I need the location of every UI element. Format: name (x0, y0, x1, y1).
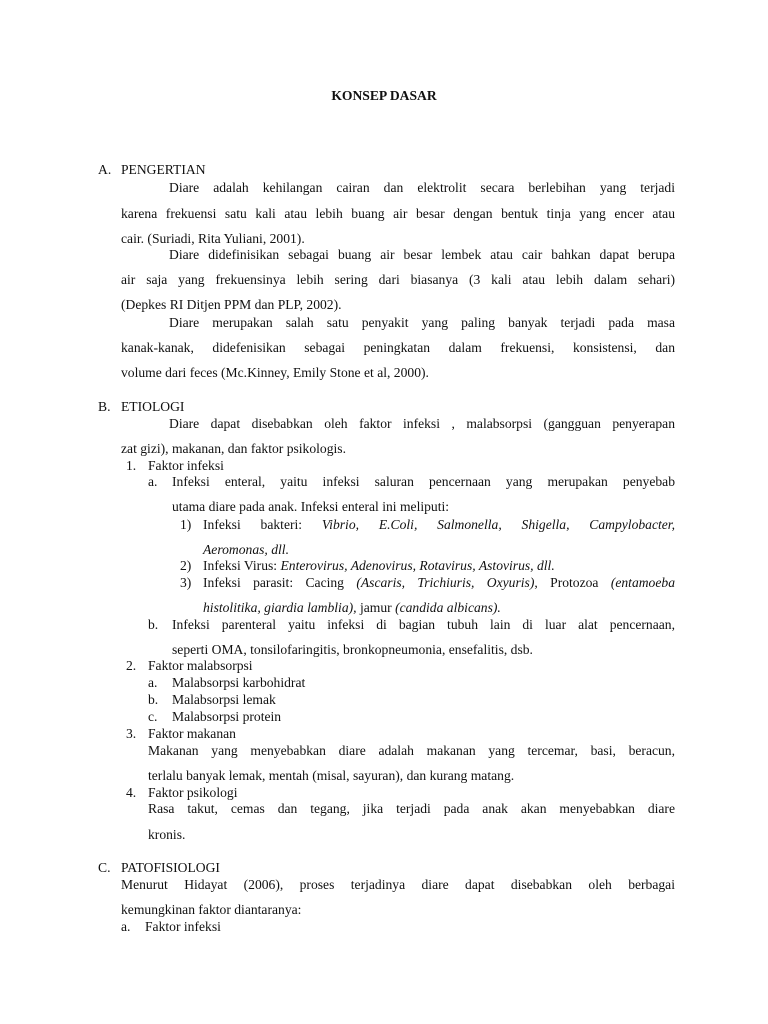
paragraph-line (203, 599, 501, 616)
section-c-marker: C. (98, 860, 111, 875)
paragraph-line: Diare dapat disebabkan oleh faktor infeksi , malabsorpsi (gangguan penyerapan (169, 416, 675, 431)
paragraph-line (203, 574, 675, 591)
section-b-marker: B. (98, 399, 111, 414)
paragraph-line (203, 516, 675, 533)
list-marker: b. (148, 617, 159, 632)
list-item-label: Faktor psikologi (148, 785, 238, 800)
paragraph-line: (Depkes RI Ditjen PPM dan PLP, 2002). (121, 297, 342, 312)
list-item-label: Faktor makanan (148, 726, 236, 741)
section-c-heading: PATOFISIOLOGI (121, 860, 220, 875)
text-run: , Protozoa (534, 575, 611, 590)
text-run: jamur (356, 600, 396, 615)
list-item-label: Faktor malabsorpsi (148, 658, 253, 673)
list-marker: 3) (180, 575, 192, 590)
page-title: KONSEP DASAR (331, 88, 437, 103)
text-run: Infeksi Virus: (203, 558, 281, 573)
text-run-italic: Enterovirus, Adenovirus, Rotavirus, Astovirus, dll. (280, 558, 555, 573)
text-run-italic: Vibrio, E.Coli, Salmonella, Shigella, Campylobacter, (321, 517, 675, 532)
list-marker: 1. (126, 458, 137, 473)
paragraph-line: utama diare pada anak. Infeksi enteral ini meliputi: (172, 499, 450, 514)
text-run: Infeksi parasit: Cacing (203, 575, 357, 590)
text-run-italic: (Ascaris, Trichiuris, Oxyuris) (356, 575, 535, 590)
paragraph-line: Menurut Hidayat (2006), proses terjadinya diare dapat disebabkan oleh berbagai (121, 877, 675, 892)
paragraph-line: kemungkinan faktor diantaranya: (121, 902, 302, 917)
list-marker: a. (148, 474, 158, 489)
paragraph-line: zat gizi), makanan, dan faktor psikologis. (121, 441, 346, 456)
list-marker: 2) (180, 558, 192, 573)
paragraph-line: seperti OMA, tonsilofaringitis, bronkopneumonia, ensefalitis, dsb. (172, 642, 533, 657)
paragraph-line: air saja yang frekuensinya lebih sering dari biasanya (3 kali atau lebih dalam sehari) (121, 272, 675, 287)
list-marker: c. (148, 709, 158, 724)
paragraph-line (203, 557, 555, 574)
paragraph-line: Diare adalah kehilangan cairan dan elektrolit secara berlebihan yang terjadi (169, 180, 675, 195)
section-a-marker: A. (98, 162, 112, 177)
list-marker: 1) (180, 517, 192, 532)
list-item-text: Faktor infeksi (145, 919, 221, 934)
list-marker: 2. (126, 658, 137, 673)
paragraph-line: terlalu banyak lemak, mentah (misal, sayuran), dan kurang matang. (148, 768, 515, 783)
paragraph-line (203, 541, 289, 558)
paragraph-line: cair. (Suriadi, Rita Yuliani, 2001). (121, 231, 305, 246)
paragraph-line: Diare didefinisikan sebagai buang air besar lembek atau cair bahkan dapat berupa (169, 247, 675, 262)
section-b-heading: ETIOLOGI (121, 399, 185, 414)
paragraph-line: karena frekuensi satu kali atau lebih buang air besar dengan bentuk tinja yang encer atau (121, 206, 675, 221)
paragraph-line: Rasa takut, cemas dan tegang, jika terjadi pada anak akan menyebabkan diare (148, 801, 675, 816)
list-item-text: Malabsorpsi lemak (172, 692, 276, 707)
text-run-italic: histolitika, giardia lamblia), (203, 600, 357, 615)
paragraph-line: Infeksi enteral, yaitu infeksi saluran pencernaan yang merupakan penyebab (172, 474, 675, 489)
paragraph-line: volume dari feces (Mc.Kinney, Emily Stone et al, 2000). (121, 365, 429, 380)
list-marker: a. (121, 919, 131, 934)
list-item-text: Malabsorpsi protein (172, 709, 282, 724)
paragraph-line: Makanan yang menyebabkan diare adalah makanan yang tercemar, basi, beracun, (148, 743, 675, 758)
paragraph-line: Infeksi parenteral yaitu infeksi di bagian tubuh lain di luar alat pencernaan, (172, 617, 675, 632)
list-marker: 4. (126, 785, 137, 800)
text-run-italic: Aeromonas, dll. (203, 542, 289, 557)
list-marker: 3. (126, 726, 137, 741)
list-item-label: Faktor infeksi (148, 458, 224, 473)
list-marker: a. (148, 675, 158, 690)
section-a-heading: PENGERTIAN (121, 162, 206, 177)
paragraph-line: kanak-kanak, didefenisikan sebagai peningkatan dalam frekuensi, konsistensi, dan (121, 340, 675, 355)
list-marker: b. (148, 692, 159, 707)
text-run: Infeksi bakteri: (203, 517, 322, 532)
text-run-italic: (entamoeba (610, 575, 675, 590)
text-run-italic: (candida albicans). (395, 600, 501, 615)
paragraph-line: Diare merupakan salah satu penyakit yang paling banyak terjadi pada masa (169, 315, 675, 330)
list-item-text: Malabsorpsi karbohidrat (172, 675, 306, 690)
paragraph-line: kronis. (148, 827, 186, 842)
